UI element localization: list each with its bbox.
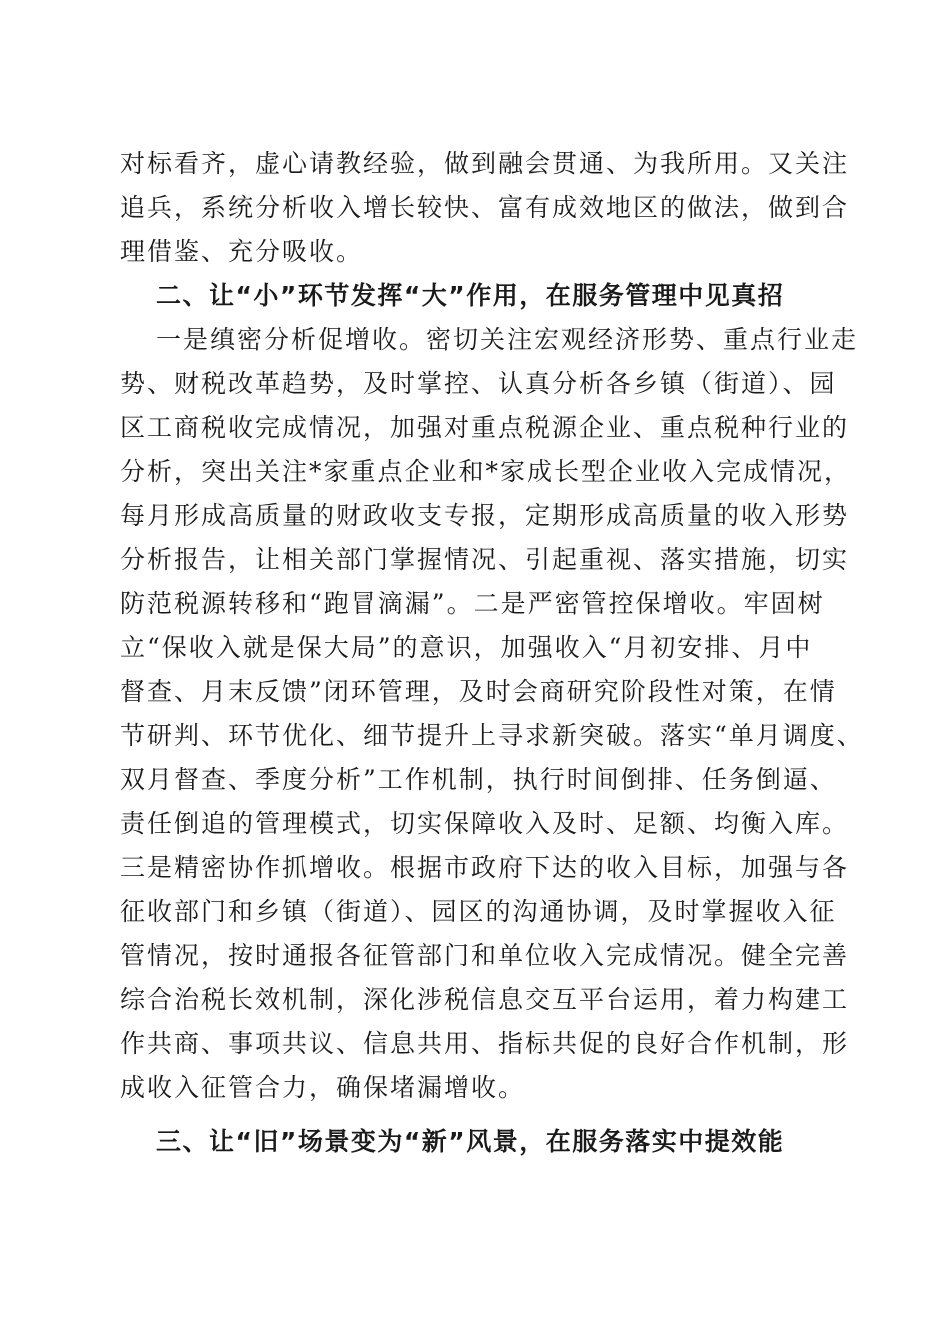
paragraph-first-line-text: 密切关注宏观经济形势、重点行业走 xyxy=(426,325,859,354)
body-line: 三是精密协作抓增收。根据市政府下达的收入目标，加强与各 xyxy=(120,853,850,882)
body-line: 追兵，系统分析收入增长较快、富有成效地区的做法，做到合 xyxy=(120,193,850,222)
body-line: 征收部门和乡镇（街道）、园区的沟通协调，及时掌握收入征 xyxy=(120,897,837,926)
body-line: 管情况，按时通报各征管部门和单位收入完成情况。健全完善 xyxy=(120,941,850,970)
paragraph-first-line xyxy=(156,318,858,362)
body-line: 对标看齐，虚心请教经验，做到融会贯通、为我所用。又关注 xyxy=(120,149,850,178)
body-line: 区工商税收完成情况，加强对重点税源企业、重点税种行业的 xyxy=(120,413,850,442)
body-line: 双月督查、季度分析”工作机制，执行时间倒排、任务倒逼、 xyxy=(120,765,837,794)
body-line: 作共商、事项共议、信息共用、指标共促的良好合作机制，形 xyxy=(120,1029,850,1058)
section-heading-3: 三、让“旧”场景变为“新”风景，在服务落实中提效能 xyxy=(156,1127,785,1156)
body-line: 责任倒追的管理模式，切实保障收入及时、足额、均衡入库。 xyxy=(120,809,850,838)
body-line: 综合治税长效机制，深化涉税信息交互平台运用，着力构建工 xyxy=(120,985,850,1014)
body-line: 节研判、环节优化、细节提升上寻求新突破。落实“单月调度、 xyxy=(120,721,864,750)
paragraph-lead: 一是缜密分析促增收。 xyxy=(156,325,427,354)
body-line: 理借鉴、充分吸收。 xyxy=(120,237,364,266)
section-heading-2: 二、让“小”环节发挥“大”作用，在服务管理中见真招 xyxy=(156,281,785,310)
body-line: 每月形成高质量的财政收支专报，定期形成高质量的收入形势 xyxy=(120,501,850,530)
body-line: 立“保收入就是保大局”的意识，加强收入“月初安排、月中 xyxy=(120,633,813,662)
body-line: 势、财税改革趋势，及时掌控、认真分析各乡镇（街道）、园 xyxy=(120,369,837,398)
body-line: 分析报告，让相关部门掌握情况、引起重视、落实措施，切实 xyxy=(120,545,850,574)
body-line: 督查、月末反馈”闭环管理，及时会商研究阶段性对策，在情 xyxy=(120,677,837,706)
body-line: 防范税源转移和“跑冒滴漏”。二是严密管控保增收。牢固树 xyxy=(120,589,825,618)
body-line: 成收入征管合力，确保堵漏增收。 xyxy=(120,1073,526,1102)
body-line: 分析，突出关注*家重点企业和*家成长型企业收入完成情况， xyxy=(120,457,852,486)
